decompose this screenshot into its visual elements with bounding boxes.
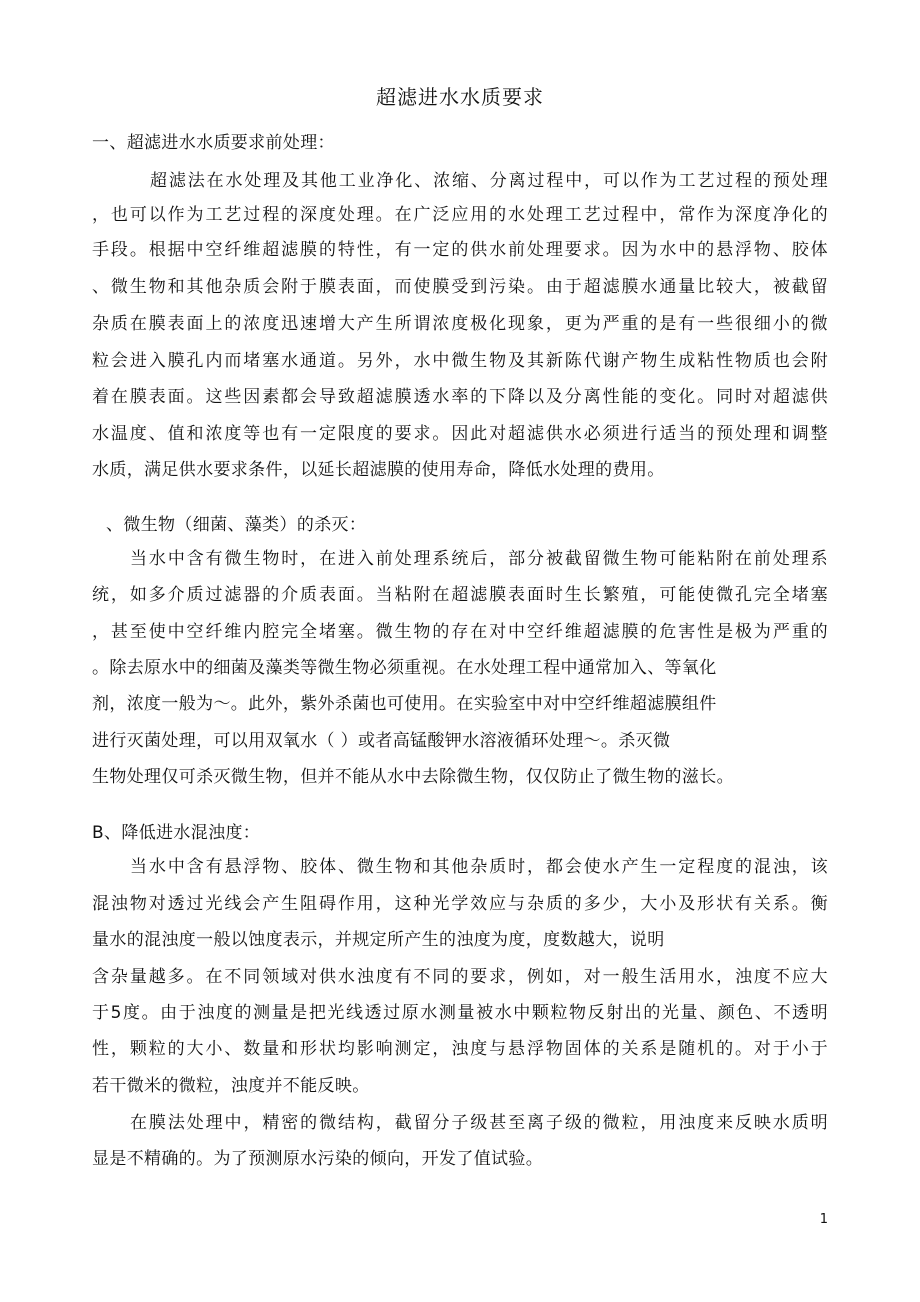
paragraph-line: 含杂量越多。在不同领域对供水浊度有不同的要求，例如，对一般生活用水，浊度不应大 [92,967,828,987]
paragraph-line: 生物处理仅可杀灭微生物，但并不能从水中去除微生物，仅仅防止了微生物的滋长。 [92,767,734,787]
paragraph-line: 当水中含有微生物时，在进入前处理系统后，部分被截留微生物可能粘附在前处理系 [130,549,828,569]
paragraph-line: 杂质在膜表面上的浓度迅速增大产生所谓浓度极化现象，更为严重的是有一些很细小的微 [92,314,828,334]
paragraph-line: ，也可以作为工艺过程的深度处理。在广泛应用的水处理工艺过程中，常作为深度净化的 [92,205,828,225]
paragraph-line: 进行灭菌处理，可以用双氧水（ ）或者高锰酸钾水溶液循环处理～。杀灭微 [92,731,671,751]
paragraph-line: 若干微米的微粒，浊度并不能反映。 [92,1076,370,1096]
paragraph-line: 当水中含有悬浮物、胶体、微生物和其他杂质时，都会使水产生一定程度的混浊，该 [130,857,828,877]
paragraph-line: 显是不精确的。为了预测原水污染的倾向，开发了值试验。 [92,1149,544,1169]
paragraph-line: 超滤法在水处理及其他工业净化、浓缩、分离过程中，可以作为工艺过程的预处理 [150,171,828,191]
paragraph-line: 于5度。由于浊度的测量是把光线透过原水测量被水中颗粒物反射出的光量、颜色、不透明 [92,1003,828,1023]
paragraph-line: 在膜法处理中，精密的微结构，截留分子级甚至离子级的微粒，用浊度来反映水质明 [130,1113,828,1133]
paragraph-line: 统，如多介质过滤器的介质表面。当粘附在超滤膜表面时生长繁殖，可能使微孔完全堵塞 [92,585,828,605]
section-1-heading: 一、超滤进水水质要求前处理： [92,133,335,153]
paragraph-line: 。除去原水中的细菌及藻类等微生物必须重视。在水处理工程中通常加入、等氧化 [92,658,717,678]
paragraph-line: 量水的混浊度一般以蚀度表示，并规定所产生的浊度为度，度数越大，说明 [92,930,665,950]
paragraph-line: 手段。根据中空纤维超滤膜的特性，有一定的供水前处理要求。因为水中的悬浮物、胶体 [92,240,828,260]
section-3-heading: B、降低进水混浊度： [92,823,261,843]
paragraph-line: 着在膜表面。这些因素都会导致超滤膜透水率的下降以及分离性能的变化。同时对超滤供 [92,387,828,407]
page-number: 1 [819,1212,828,1227]
paragraph-line: 剂，浓度一般为～。此外，紫外杀菌也可使用。在实验室中对中空纤维超滤膜组件 [92,694,717,714]
paragraph-line: 性，颗粒的大小、数量和形状均影响测定，浊度与悬浮物固体的关系是随机的。对于小于 [92,1039,828,1059]
paragraph-line: 粒会进入膜孔内而堵塞水通道。另外，水中微生物及其新陈代谢产物生成粘性物质也会附 [92,351,828,371]
paragraph-line: ，甚至使中空纤维内腔完全堵塞。微生物的存在对中空纤维超滤膜的危害性是极为严重的 [92,622,828,642]
paragraph-line: 混浊物对透过光线会产生阻碍作用，这种光学效应与杂质的多少，大小及形状有关系。衡 [92,894,828,914]
section-2-heading: 、微生物（细菌、藻类）的杀灭： [106,515,367,535]
paragraph-line: 、微生物和其他杂质会附于膜表面，而使膜受到污染。由于超滤膜水通量比较大，被截留 [92,277,828,297]
document-title: 超滤进水水质要求 [376,85,544,109]
paragraph-line: 水质，满足供水要求条件，以延长超滤膜的使用寿命，降低水处理的费用。 [92,460,665,480]
paragraph-line: 水温度、值和浓度等也有一定限度的要求。因此对超滤供水必须进行适当的预处理和调整 [92,424,828,444]
